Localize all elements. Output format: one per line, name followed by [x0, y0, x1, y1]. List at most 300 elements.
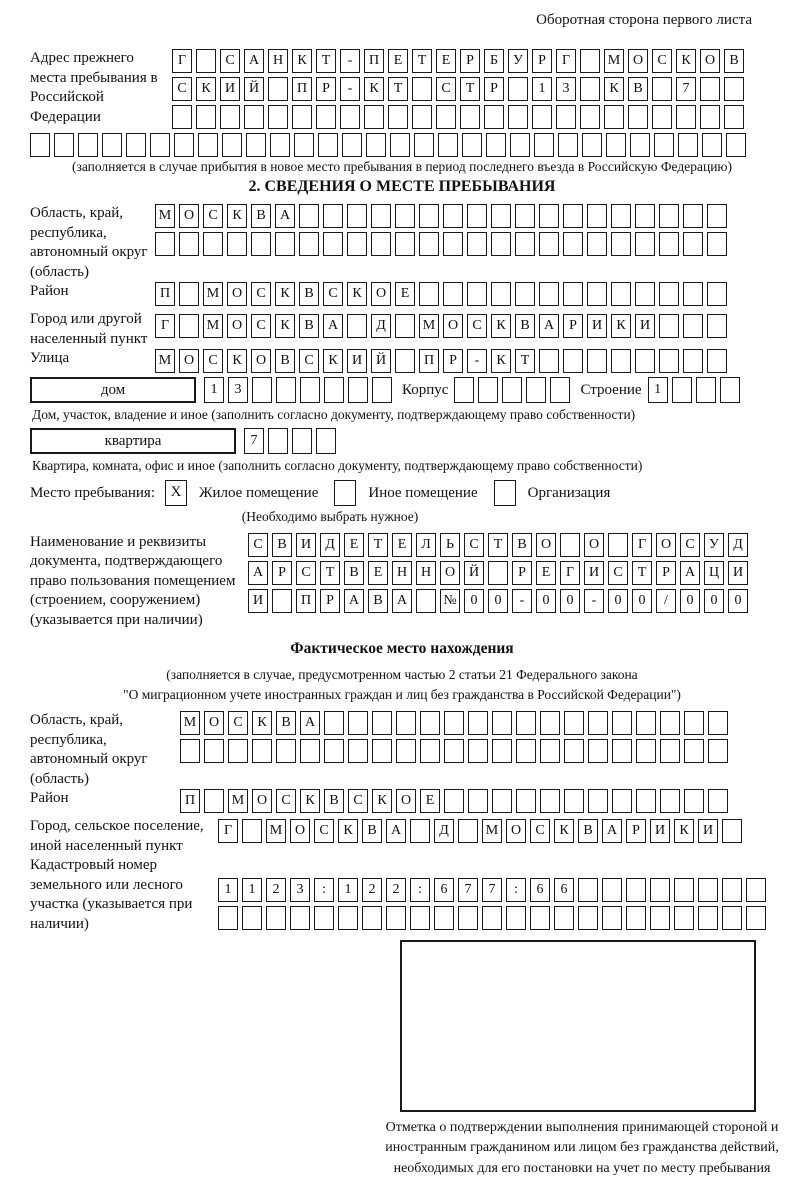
char-box[interactable]	[491, 204, 511, 228]
char-box[interactable]: К	[292, 49, 312, 73]
char-box[interactable]: 0	[560, 589, 580, 613]
char-box[interactable]: Р	[532, 49, 552, 73]
char-box[interactable]	[580, 49, 600, 73]
char-box[interactable]	[362, 906, 382, 930]
char-box[interactable]	[707, 204, 727, 228]
char-box[interactable]	[462, 133, 482, 157]
char-box[interactable]	[674, 906, 694, 930]
char-box[interactable]	[388, 105, 408, 129]
char-box[interactable]	[708, 739, 728, 763]
char-box[interactable]: Ь	[440, 533, 460, 557]
char-box[interactable]	[550, 377, 570, 403]
char-box[interactable]	[468, 711, 488, 735]
char-box[interactable]: К	[252, 711, 272, 735]
char-box[interactable]: П	[155, 282, 175, 306]
char-box[interactable]: О	[252, 789, 272, 813]
char-box[interactable]: О	[443, 314, 463, 338]
char-box[interactable]: А	[275, 204, 295, 228]
checkbox-inoe[interactable]	[334, 480, 356, 506]
char-box[interactable]	[324, 377, 344, 403]
char-box[interactable]	[534, 133, 554, 157]
char-box[interactable]	[348, 739, 368, 763]
char-box[interactable]: И	[650, 819, 670, 843]
char-box[interactable]	[588, 739, 608, 763]
char-box[interactable]	[276, 377, 296, 403]
char-box[interactable]	[659, 204, 679, 228]
char-box[interactable]: И	[347, 349, 367, 373]
char-box[interactable]	[196, 105, 216, 129]
char-box[interactable]: А	[392, 589, 412, 613]
char-box[interactable]	[198, 133, 218, 157]
char-box[interactable]	[416, 589, 436, 613]
char-box[interactable]: :	[506, 878, 526, 902]
char-box[interactable]: А	[344, 589, 364, 613]
char-box[interactable]	[626, 906, 646, 930]
char-box[interactable]: 0	[488, 589, 508, 613]
char-box[interactable]: В	[299, 282, 319, 306]
char-box[interactable]: В	[362, 819, 382, 843]
char-box[interactable]	[587, 204, 607, 228]
char-box[interactable]	[419, 204, 439, 228]
char-box[interactable]: 1	[338, 878, 358, 902]
char-box[interactable]: К	[300, 789, 320, 813]
char-box[interactable]: М	[155, 204, 175, 228]
char-box[interactable]	[684, 789, 704, 813]
char-box[interactable]	[698, 878, 718, 902]
char-box[interactable]: Т	[368, 533, 388, 557]
char-box[interactable]: 2	[386, 878, 406, 902]
char-box[interactable]: Н	[268, 49, 288, 73]
char-box[interactable]: 7	[676, 77, 696, 101]
char-box[interactable]: О	[227, 314, 247, 338]
char-box[interactable]	[516, 711, 536, 735]
char-box[interactable]	[395, 204, 415, 228]
char-box[interactable]: Д	[434, 819, 454, 843]
char-box[interactable]	[434, 906, 454, 930]
char-box[interactable]	[515, 204, 535, 228]
char-box[interactable]: В	[272, 533, 292, 557]
char-box[interactable]: Б	[484, 49, 504, 73]
char-box[interactable]: 2	[266, 878, 286, 902]
char-box[interactable]: К	[227, 349, 247, 373]
char-box[interactable]	[218, 906, 238, 930]
char-box[interactable]: В	[512, 533, 532, 557]
char-box[interactable]	[678, 133, 698, 157]
char-box[interactable]	[220, 105, 240, 129]
char-box[interactable]	[292, 105, 312, 129]
char-box[interactable]: П	[364, 49, 384, 73]
char-box[interactable]: Р	[626, 819, 646, 843]
char-box[interactable]	[654, 133, 674, 157]
char-box[interactable]	[204, 789, 224, 813]
char-box[interactable]: Р	[272, 561, 292, 585]
char-box[interactable]: К	[491, 349, 511, 373]
char-box[interactable]	[222, 133, 242, 157]
char-box[interactable]	[611, 349, 631, 373]
char-box[interactable]	[443, 282, 463, 306]
char-box[interactable]: Т	[316, 49, 336, 73]
char-box[interactable]: О	[179, 204, 199, 228]
char-box[interactable]	[242, 906, 262, 930]
char-box[interactable]	[554, 906, 574, 930]
char-box[interactable]: Т	[412, 49, 432, 73]
char-box[interactable]: М	[203, 314, 223, 338]
char-box[interactable]	[564, 711, 584, 735]
char-box[interactable]: К	[275, 314, 295, 338]
char-box[interactable]: С	[467, 314, 487, 338]
char-box[interactable]: 2	[362, 878, 382, 902]
char-box[interactable]	[467, 204, 487, 228]
char-box[interactable]	[683, 204, 703, 228]
char-box[interactable]: Р	[460, 49, 480, 73]
char-box[interactable]: 1	[532, 77, 552, 101]
char-box[interactable]	[467, 282, 487, 306]
char-box[interactable]	[636, 739, 656, 763]
char-box[interactable]	[635, 349, 655, 373]
char-box[interactable]	[659, 314, 679, 338]
char-box[interactable]	[683, 232, 703, 256]
char-box[interactable]: /	[656, 589, 676, 613]
char-box[interactable]	[720, 377, 740, 403]
char-box[interactable]	[372, 711, 392, 735]
char-box[interactable]	[676, 105, 696, 129]
char-box[interactable]	[563, 232, 583, 256]
char-box[interactable]: 0	[680, 589, 700, 613]
char-box[interactable]	[420, 711, 440, 735]
char-box[interactable]	[492, 739, 512, 763]
char-box[interactable]: Е	[536, 561, 556, 585]
char-box[interactable]: К	[554, 819, 574, 843]
char-box[interactable]: Р	[656, 561, 676, 585]
char-box[interactable]	[242, 819, 262, 843]
char-box[interactable]	[526, 377, 546, 403]
char-box[interactable]: С	[652, 49, 672, 73]
char-box[interactable]	[660, 739, 680, 763]
char-box[interactable]: Т	[488, 533, 508, 557]
char-box[interactable]	[506, 906, 526, 930]
char-box[interactable]	[468, 739, 488, 763]
char-box[interactable]	[444, 739, 464, 763]
char-box[interactable]: Д	[320, 533, 340, 557]
char-box[interactable]: К	[364, 77, 384, 101]
char-box[interactable]	[612, 739, 632, 763]
char-box[interactable]	[444, 711, 464, 735]
char-box[interactable]: -	[340, 77, 360, 101]
char-box[interactable]: Р	[563, 314, 583, 338]
char-box[interactable]	[492, 711, 512, 735]
char-box[interactable]	[606, 133, 626, 157]
char-box[interactable]	[347, 314, 367, 338]
char-box[interactable]: У	[704, 533, 724, 557]
char-box[interactable]	[683, 349, 703, 373]
char-box[interactable]	[515, 232, 535, 256]
char-box[interactable]: 3	[290, 878, 310, 902]
char-box[interactable]	[395, 314, 415, 338]
char-box[interactable]: 1	[218, 878, 238, 902]
char-box[interactable]	[626, 878, 646, 902]
char-box[interactable]	[252, 377, 272, 403]
char-box[interactable]	[227, 232, 247, 256]
char-box[interactable]	[515, 282, 535, 306]
char-box[interactable]: С	[314, 819, 334, 843]
char-box[interactable]: 0	[536, 589, 556, 613]
char-box[interactable]: И	[587, 314, 607, 338]
char-box[interactable]: М	[482, 819, 502, 843]
char-box[interactable]: В	[324, 789, 344, 813]
char-box[interactable]	[467, 232, 487, 256]
char-box[interactable]	[179, 314, 199, 338]
char-box[interactable]: О	[700, 49, 720, 73]
char-box[interactable]	[540, 789, 560, 813]
char-box[interactable]: 0	[704, 589, 724, 613]
char-box[interactable]	[102, 133, 122, 157]
char-box[interactable]	[126, 133, 146, 157]
char-box[interactable]	[316, 428, 336, 454]
char-box[interactable]	[659, 349, 679, 373]
char-box[interactable]: А	[323, 314, 343, 338]
char-box[interactable]: И	[584, 561, 604, 585]
char-box[interactable]	[443, 232, 463, 256]
char-box[interactable]: С	[608, 561, 628, 585]
char-box[interactable]	[386, 906, 406, 930]
char-box[interactable]	[270, 133, 290, 157]
char-box[interactable]: Т	[515, 349, 535, 373]
char-box[interactable]	[482, 906, 502, 930]
char-box[interactable]	[323, 232, 343, 256]
char-box[interactable]	[268, 428, 288, 454]
char-box[interactable]: Н	[416, 561, 436, 585]
char-box[interactable]: Р	[316, 77, 336, 101]
char-box[interactable]: 3	[228, 377, 248, 403]
char-box[interactable]	[684, 739, 704, 763]
char-box[interactable]: О	[396, 789, 416, 813]
char-box[interactable]: О	[290, 819, 310, 843]
char-box[interactable]: И	[728, 561, 748, 585]
char-box[interactable]	[611, 282, 631, 306]
char-box[interactable]	[275, 232, 295, 256]
char-box[interactable]	[652, 105, 672, 129]
char-box[interactable]: 6	[434, 878, 454, 902]
char-box[interactable]	[580, 77, 600, 101]
char-box[interactable]	[587, 349, 607, 373]
char-box[interactable]: Е	[388, 49, 408, 73]
char-box[interactable]	[390, 133, 410, 157]
char-box[interactable]	[588, 789, 608, 813]
char-box[interactable]	[174, 133, 194, 157]
char-box[interactable]: О	[371, 282, 391, 306]
char-box[interactable]	[650, 878, 670, 902]
char-box[interactable]	[458, 819, 478, 843]
char-box[interactable]	[724, 77, 744, 101]
char-box[interactable]: Е	[368, 561, 388, 585]
char-box[interactable]: :	[410, 878, 430, 902]
char-box[interactable]: 7	[482, 878, 502, 902]
char-box[interactable]	[587, 282, 607, 306]
char-box[interactable]: 1	[648, 377, 668, 403]
char-box[interactable]: С	[228, 711, 248, 735]
char-box[interactable]: М	[419, 314, 439, 338]
char-box[interactable]	[636, 711, 656, 735]
char-box[interactable]: Г	[556, 49, 576, 73]
char-box[interactable]: Т	[320, 561, 340, 585]
char-box[interactable]	[414, 133, 434, 157]
char-box[interactable]	[443, 204, 463, 228]
char-box[interactable]: Р	[484, 77, 504, 101]
char-box[interactable]: К	[196, 77, 216, 101]
checkbox-organizatsiya[interactable]	[494, 480, 516, 506]
char-box[interactable]	[628, 105, 648, 129]
char-box[interactable]	[672, 377, 692, 403]
char-box[interactable]: 0	[608, 589, 628, 613]
char-box[interactable]	[266, 906, 286, 930]
char-box[interactable]: И	[635, 314, 655, 338]
char-box[interactable]: Е	[392, 533, 412, 557]
char-box[interactable]	[700, 105, 720, 129]
char-box[interactable]	[746, 878, 766, 902]
char-box[interactable]	[340, 105, 360, 129]
char-box[interactable]	[722, 906, 742, 930]
char-box[interactable]	[608, 533, 628, 557]
char-box[interactable]: 0	[728, 589, 748, 613]
char-box[interactable]	[410, 906, 430, 930]
char-box[interactable]	[348, 377, 368, 403]
char-box[interactable]: №	[440, 589, 460, 613]
char-box[interactable]	[172, 105, 192, 129]
char-box[interactable]	[438, 133, 458, 157]
char-box[interactable]	[419, 282, 439, 306]
char-box[interactable]: И	[296, 533, 316, 557]
char-box[interactable]: М	[155, 349, 175, 373]
char-box[interactable]: Ц	[704, 561, 724, 585]
char-box[interactable]	[611, 204, 631, 228]
char-box[interactable]: И	[248, 589, 268, 613]
char-box[interactable]	[348, 711, 368, 735]
char-box[interactable]	[347, 204, 367, 228]
char-box[interactable]	[252, 739, 272, 763]
char-box[interactable]	[251, 232, 271, 256]
char-box[interactable]	[636, 789, 656, 813]
char-box[interactable]: К	[674, 819, 694, 843]
char-box[interactable]	[564, 789, 584, 813]
char-box[interactable]: А	[300, 711, 320, 735]
char-box[interactable]	[395, 349, 415, 373]
char-box[interactable]: 7	[458, 878, 478, 902]
char-box[interactable]	[347, 232, 367, 256]
char-box[interactable]	[294, 133, 314, 157]
char-box[interactable]: Г	[218, 819, 238, 843]
char-box[interactable]: К	[347, 282, 367, 306]
char-box[interactable]	[578, 906, 598, 930]
char-box[interactable]: С	[251, 314, 271, 338]
char-box[interactable]: С	[276, 789, 296, 813]
char-box[interactable]: 1	[204, 377, 224, 403]
char-box[interactable]: К	[338, 819, 358, 843]
char-box[interactable]: К	[323, 349, 343, 373]
char-box[interactable]: 3	[556, 77, 576, 101]
char-box[interactable]: П	[180, 789, 200, 813]
char-box[interactable]: О	[204, 711, 224, 735]
char-box[interactable]: С	[299, 349, 319, 373]
char-box[interactable]	[458, 906, 478, 930]
char-box[interactable]: В	[628, 77, 648, 101]
char-box[interactable]	[78, 133, 98, 157]
char-box[interactable]: К	[275, 282, 295, 306]
char-box[interactable]	[323, 204, 343, 228]
char-box[interactable]: С	[248, 533, 268, 557]
char-box[interactable]	[395, 232, 415, 256]
char-box[interactable]: 0	[632, 589, 652, 613]
char-box[interactable]: М	[604, 49, 624, 73]
char-box[interactable]	[412, 105, 432, 129]
char-box[interactable]	[444, 789, 464, 813]
char-box[interactable]: Д	[371, 314, 391, 338]
char-box[interactable]	[316, 105, 336, 129]
char-box[interactable]: Й	[371, 349, 391, 373]
char-box[interactable]	[580, 105, 600, 129]
char-box[interactable]	[683, 314, 703, 338]
char-box[interactable]	[491, 282, 511, 306]
char-box[interactable]	[588, 711, 608, 735]
char-box[interactable]	[707, 314, 727, 338]
char-box[interactable]	[410, 819, 430, 843]
char-box[interactable]	[604, 105, 624, 129]
char-box[interactable]: С	[172, 77, 192, 101]
char-box[interactable]	[558, 133, 578, 157]
char-box[interactable]	[150, 133, 170, 157]
char-box[interactable]	[420, 739, 440, 763]
char-box[interactable]: К	[372, 789, 392, 813]
char-box[interactable]: П	[419, 349, 439, 373]
char-box[interactable]	[560, 533, 580, 557]
char-box[interactable]: Й	[244, 77, 264, 101]
char-box[interactable]: О	[179, 349, 199, 373]
char-box[interactable]: 6	[530, 878, 550, 902]
char-box[interactable]: К	[227, 204, 247, 228]
char-box[interactable]	[179, 282, 199, 306]
char-box[interactable]: С	[436, 77, 456, 101]
char-box[interactable]: О	[628, 49, 648, 73]
char-box[interactable]	[539, 204, 559, 228]
char-box[interactable]	[300, 377, 320, 403]
char-box[interactable]: О	[536, 533, 556, 557]
checkbox-zhiloe[interactable]: X	[165, 480, 187, 506]
char-box[interactable]	[371, 204, 391, 228]
char-box[interactable]: Й	[464, 561, 484, 585]
char-box[interactable]: О	[251, 349, 271, 373]
char-box[interactable]	[492, 789, 512, 813]
char-box[interactable]	[563, 282, 583, 306]
char-box[interactable]	[366, 133, 386, 157]
char-box[interactable]: С	[296, 561, 316, 585]
char-box[interactable]	[299, 232, 319, 256]
char-box[interactable]: А	[244, 49, 264, 73]
char-box[interactable]	[468, 789, 488, 813]
char-box[interactable]: В	[344, 561, 364, 585]
char-box[interactable]	[179, 232, 199, 256]
char-box[interactable]: К	[611, 314, 631, 338]
char-box[interactable]: М	[228, 789, 248, 813]
char-box[interactable]: Т	[460, 77, 480, 101]
char-box[interactable]: 1	[242, 878, 262, 902]
char-box[interactable]	[582, 133, 602, 157]
char-box[interactable]: А	[680, 561, 700, 585]
char-box[interactable]	[292, 428, 312, 454]
char-box[interactable]: И	[698, 819, 718, 843]
char-box[interactable]	[502, 377, 522, 403]
char-box[interactable]	[180, 739, 200, 763]
char-box[interactable]: М	[180, 711, 200, 735]
char-box[interactable]: Р	[320, 589, 340, 613]
